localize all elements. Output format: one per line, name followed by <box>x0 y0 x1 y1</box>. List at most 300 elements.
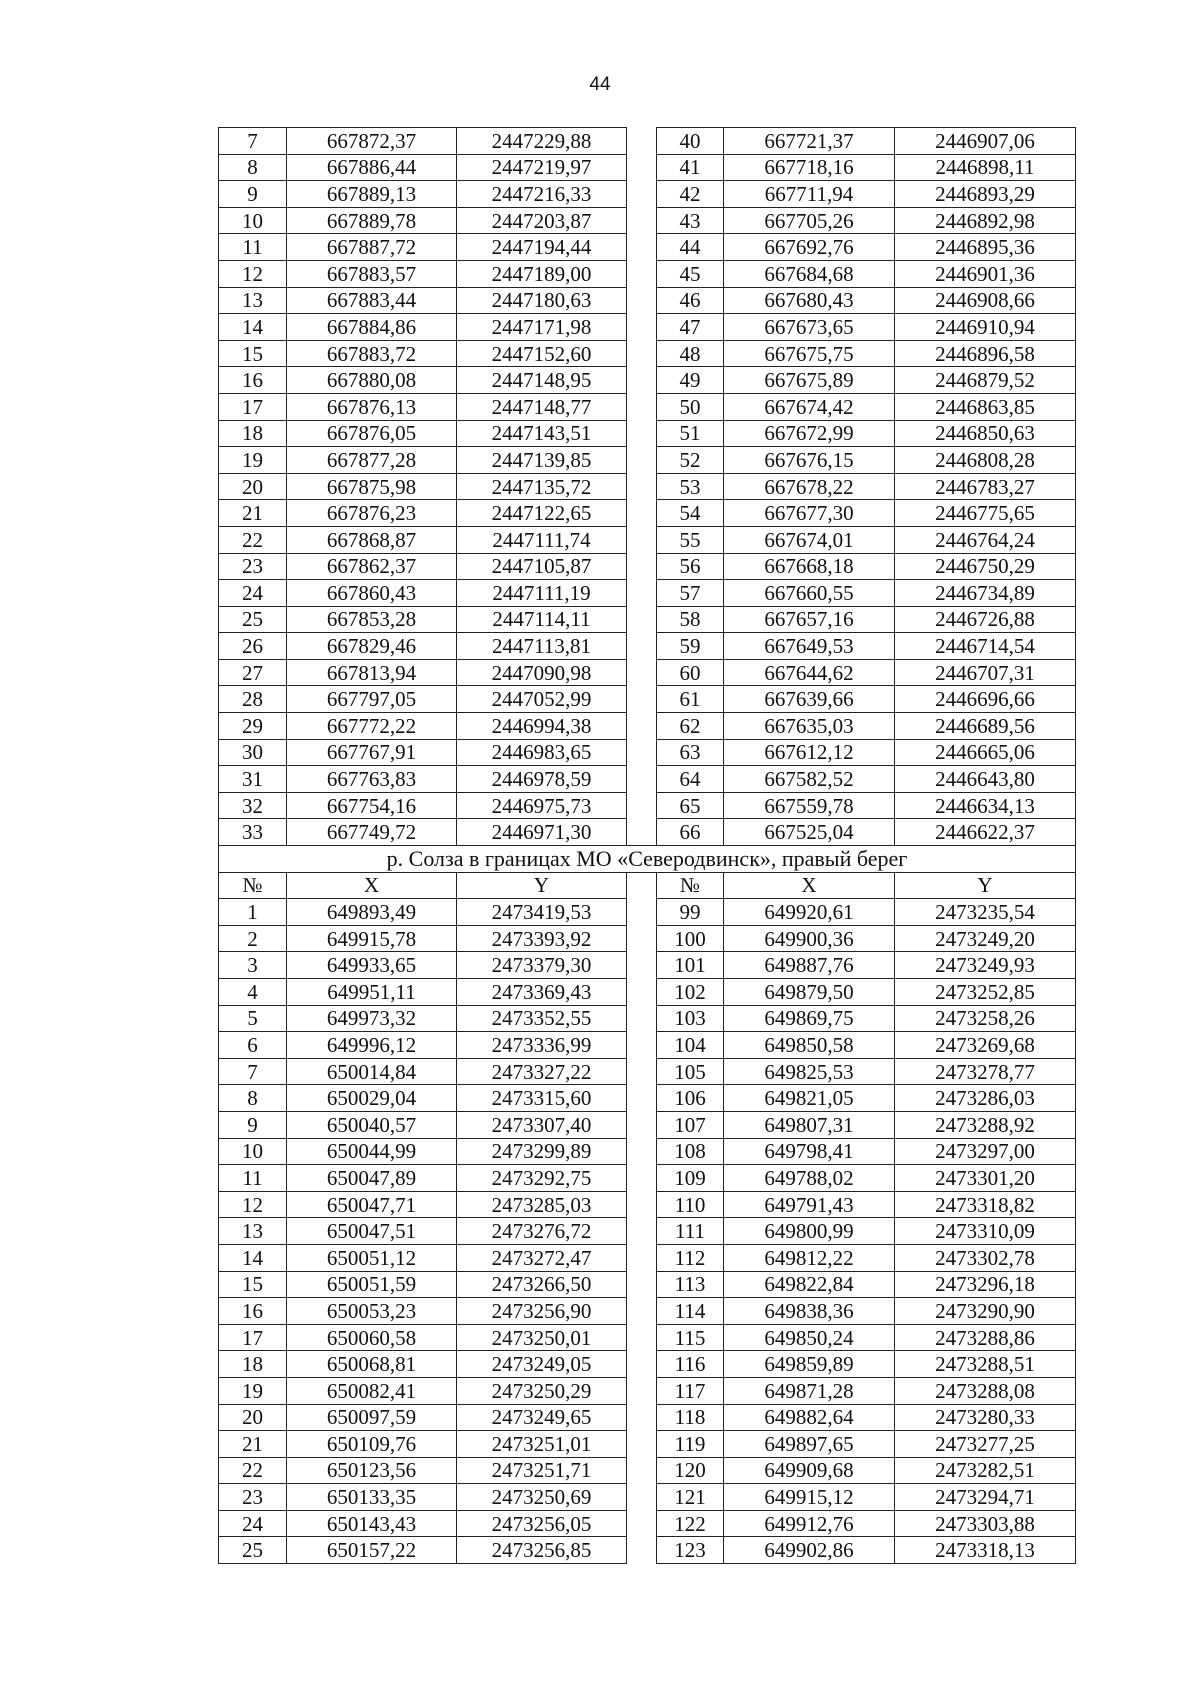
y-coordinate-left: 2447114,11 <box>457 606 627 633</box>
x-coordinate-right: 649800,99 <box>724 1218 895 1245</box>
table-row <box>219 1431 1076 1458</box>
x-coordinate-left: 667772,22 <box>287 713 457 740</box>
column-separator <box>627 633 657 660</box>
y-coordinate-right: 2473297,00 <box>895 1138 1076 1165</box>
point-number-right: 111 <box>657 1218 724 1245</box>
x-coordinate-left: 667877,28 <box>287 447 457 474</box>
column-separator <box>627 234 657 261</box>
table-row <box>219 659 1076 686</box>
x-coordinate-left: 650044,99 <box>287 1138 457 1165</box>
y-coordinate-left: 2473251,01 <box>457 1431 627 1458</box>
point-number-right: 50 <box>657 393 724 420</box>
point-number-right: 112 <box>657 1244 724 1271</box>
table-row <box>219 1271 1076 1298</box>
column-separator <box>627 979 657 1006</box>
x-coordinate-right: 649838,36 <box>724 1298 895 1325</box>
point-number-right: 43 <box>657 207 724 234</box>
point-number-left: 21 <box>219 1431 287 1458</box>
point-number-right: 42 <box>657 181 724 208</box>
y-coordinate-left: 2473251,71 <box>457 1457 627 1484</box>
section-title: р. Солза в границах МО «Северодвинск», правый берег <box>219 846 1076 873</box>
x-coordinate-left: 650133,35 <box>287 1484 457 1511</box>
table-row <box>219 1218 1076 1245</box>
y-coordinate-right: 2473288,86 <box>895 1324 1076 1351</box>
header-y-right: Y <box>895 872 1076 899</box>
y-coordinate-right: 2473258,26 <box>895 1005 1076 1032</box>
x-coordinate-right: 649825,53 <box>724 1058 895 1085</box>
table-row <box>219 234 1076 261</box>
y-coordinate-left: 2446983,65 <box>457 739 627 766</box>
point-number-right: 106 <box>657 1085 724 1112</box>
y-coordinate-left: 2473256,85 <box>457 1537 627 1564</box>
x-coordinate-right: 667525,04 <box>724 819 895 846</box>
y-coordinate-left: 2473256,90 <box>457 1298 627 1325</box>
y-coordinate-left: 2473307,40 <box>457 1111 627 1138</box>
point-number-left: 16 <box>219 367 287 394</box>
column-separator <box>627 1324 657 1351</box>
x-coordinate-left: 667880,08 <box>287 367 457 394</box>
x-coordinate-right: 667582,52 <box>724 766 895 793</box>
y-coordinate-left: 2447171,98 <box>457 314 627 341</box>
column-separator <box>627 686 657 713</box>
table-row <box>219 1537 1076 1564</box>
point-number-left: 11 <box>219 1165 287 1192</box>
table-row <box>219 447 1076 474</box>
header-num-right: № <box>657 872 724 899</box>
point-number-right: 65 <box>657 792 724 819</box>
y-coordinate-left: 2447090,98 <box>457 659 627 686</box>
point-number-left: 29 <box>219 713 287 740</box>
x-coordinate-right: 649788,02 <box>724 1165 895 1192</box>
point-number-right: 119 <box>657 1431 724 1458</box>
y-coordinate-left: 2447148,77 <box>457 393 627 420</box>
x-coordinate-right: 649798,41 <box>724 1138 895 1165</box>
point-number-right: 66 <box>657 819 724 846</box>
point-number-left: 9 <box>219 1111 287 1138</box>
y-coordinate-right: 2446622,37 <box>895 819 1076 846</box>
point-number-left: 16 <box>219 1298 287 1325</box>
point-number-left: 10 <box>219 207 287 234</box>
x-coordinate-right: 667675,89 <box>724 367 895 394</box>
point-number-left: 2 <box>219 925 287 952</box>
table-row <box>219 1377 1076 1404</box>
y-coordinate-right: 2473269,68 <box>895 1032 1076 1059</box>
table-row <box>219 686 1076 713</box>
header-row <box>219 872 1076 899</box>
point-number-right: 44 <box>657 234 724 261</box>
point-number-right: 102 <box>657 979 724 1006</box>
x-coordinate-right: 649822,84 <box>724 1271 895 1298</box>
y-coordinate-left: 2473266,50 <box>457 1271 627 1298</box>
x-coordinate-right: 667673,65 <box>724 314 895 341</box>
y-coordinate-left: 2447180,63 <box>457 287 627 314</box>
table-row <box>219 1191 1076 1218</box>
y-coordinate-left: 2473256,05 <box>457 1510 627 1537</box>
column-separator <box>627 154 657 181</box>
x-coordinate-left: 667763,83 <box>287 766 457 793</box>
y-coordinate-left: 2447122,65 <box>457 500 627 527</box>
column-separator <box>627 1244 657 1271</box>
table-row <box>219 207 1076 234</box>
column-separator <box>627 1377 657 1404</box>
x-coordinate-left: 667889,13 <box>287 181 457 208</box>
point-number-right: 120 <box>657 1457 724 1484</box>
point-number-right: 64 <box>657 766 724 793</box>
header-num-left: № <box>219 872 287 899</box>
y-coordinate-left: 2473250,29 <box>457 1377 627 1404</box>
x-coordinate-right: 667639,66 <box>724 686 895 713</box>
y-coordinate-right: 2446910,94 <box>895 314 1076 341</box>
x-coordinate-right: 649791,43 <box>724 1191 895 1218</box>
column-separator <box>627 1537 657 1564</box>
x-coordinate-left: 667883,72 <box>287 340 457 367</box>
y-coordinate-left: 2447111,74 <box>457 526 627 553</box>
x-coordinate-left: 650051,12 <box>287 1244 457 1271</box>
column-separator <box>627 1005 657 1032</box>
x-coordinate-left: 667797,05 <box>287 686 457 713</box>
x-coordinate-right: 667635,03 <box>724 713 895 740</box>
point-number-left: 26 <box>219 633 287 660</box>
x-coordinate-left: 667862,37 <box>287 553 457 580</box>
point-number-right: 101 <box>657 952 724 979</box>
x-coordinate-right: 649869,75 <box>724 1005 895 1032</box>
y-coordinate-right: 2446689,56 <box>895 713 1076 740</box>
table-row <box>219 633 1076 660</box>
y-coordinate-right: 2473288,92 <box>895 1111 1076 1138</box>
point-number-right: 60 <box>657 659 724 686</box>
x-coordinate-right: 649882,64 <box>724 1404 895 1431</box>
point-number-left: 31 <box>219 766 287 793</box>
x-coordinate-right: 649807,31 <box>724 1111 895 1138</box>
table-row <box>219 1244 1076 1271</box>
x-coordinate-right: 667705,26 <box>724 207 895 234</box>
point-number-right: 116 <box>657 1351 724 1378</box>
table-row <box>219 473 1076 500</box>
point-number-left: 1 <box>219 899 287 926</box>
point-number-left: 27 <box>219 659 287 686</box>
x-coordinate-left: 650097,59 <box>287 1404 457 1431</box>
y-coordinate-right: 2473278,77 <box>895 1058 1076 1085</box>
column-separator <box>627 1058 657 1085</box>
point-number-left: 22 <box>219 1457 287 1484</box>
column-separator <box>627 1111 657 1138</box>
column-separator <box>627 766 657 793</box>
coordinates-table <box>218 127 1076 1564</box>
x-coordinate-right: 649850,24 <box>724 1324 895 1351</box>
point-number-left: 22 <box>219 526 287 553</box>
y-coordinate-right: 2473249,93 <box>895 952 1076 979</box>
table-row <box>219 500 1076 527</box>
point-number-left: 14 <box>219 1244 287 1271</box>
point-number-left: 24 <box>219 1510 287 1537</box>
x-coordinate-right: 667711,94 <box>724 181 895 208</box>
table-row <box>219 420 1076 447</box>
point-number-right: 55 <box>657 526 724 553</box>
column-separator <box>627 473 657 500</box>
point-number-right: 118 <box>657 1404 724 1431</box>
y-coordinate-left: 2473249,65 <box>457 1404 627 1431</box>
column-separator <box>627 1404 657 1431</box>
table-row <box>219 181 1076 208</box>
x-coordinate-left: 650068,81 <box>287 1351 457 1378</box>
table-row <box>219 314 1076 341</box>
x-coordinate-left: 667876,23 <box>287 500 457 527</box>
column-separator <box>627 952 657 979</box>
table-row <box>219 792 1076 819</box>
y-coordinate-left: 2447203,87 <box>457 207 627 234</box>
point-number-right: 40 <box>657 128 724 155</box>
y-coordinate-right: 2446908,66 <box>895 287 1076 314</box>
x-coordinate-left: 650082,41 <box>287 1377 457 1404</box>
y-coordinate-right: 2446896,58 <box>895 340 1076 367</box>
x-coordinate-right: 649871,28 <box>724 1377 895 1404</box>
x-coordinate-right: 649887,76 <box>724 952 895 979</box>
y-coordinate-right: 2446707,31 <box>895 659 1076 686</box>
x-coordinate-left: 667884,86 <box>287 314 457 341</box>
y-coordinate-left: 2473379,30 <box>457 952 627 979</box>
table-row <box>219 580 1076 607</box>
x-coordinate-right: 667721,37 <box>724 128 895 155</box>
y-coordinate-left: 2446994,38 <box>457 713 627 740</box>
y-coordinate-right: 2473310,09 <box>895 1218 1076 1245</box>
y-coordinate-right: 2446808,28 <box>895 447 1076 474</box>
y-coordinate-left: 2447148,95 <box>457 367 627 394</box>
column-separator <box>627 1510 657 1537</box>
section-title-row <box>219 846 1076 873</box>
point-number-right: 113 <box>657 1271 724 1298</box>
x-coordinate-left: 649973,32 <box>287 1005 457 1032</box>
point-number-right: 59 <box>657 633 724 660</box>
x-coordinate-right: 667657,16 <box>724 606 895 633</box>
table-row <box>219 925 1076 952</box>
table-row <box>219 606 1076 633</box>
column-separator <box>627 606 657 633</box>
y-coordinate-right: 2446634,13 <box>895 792 1076 819</box>
y-coordinate-right: 2473235,54 <box>895 899 1076 926</box>
point-number-right: 49 <box>657 367 724 394</box>
table-row <box>219 739 1076 766</box>
x-coordinate-right: 667674,01 <box>724 526 895 553</box>
x-coordinate-right: 667678,22 <box>724 473 895 500</box>
x-coordinate-left: 649933,65 <box>287 952 457 979</box>
header-y-left: Y <box>457 872 627 899</box>
column-separator <box>627 580 657 607</box>
point-number-left: 15 <box>219 340 287 367</box>
column-separator <box>627 207 657 234</box>
section-title-body <box>219 846 1076 899</box>
table-row <box>219 393 1076 420</box>
point-number-right: 54 <box>657 500 724 527</box>
y-coordinate-left: 2473336,99 <box>457 1032 627 1059</box>
y-coordinate-right: 2446863,85 <box>895 393 1076 420</box>
table-row <box>219 1032 1076 1059</box>
x-coordinate-right: 667612,12 <box>724 739 895 766</box>
point-number-left: 18 <box>219 420 287 447</box>
x-coordinate-left: 667887,72 <box>287 234 457 261</box>
x-coordinate-left: 650143,43 <box>287 1510 457 1537</box>
table-row <box>219 553 1076 580</box>
y-coordinate-left: 2447194,44 <box>457 234 627 261</box>
table-row <box>219 1111 1076 1138</box>
column-separator <box>627 792 657 819</box>
x-coordinate-left: 650157,22 <box>287 1537 457 1564</box>
column-separator <box>627 1085 657 1112</box>
point-number-right: 115 <box>657 1324 724 1351</box>
point-number-right: 41 <box>657 154 724 181</box>
point-number-left: 25 <box>219 606 287 633</box>
column-separator <box>627 1431 657 1458</box>
x-coordinate-left: 650047,71 <box>287 1191 457 1218</box>
x-coordinate-right: 667674,42 <box>724 393 895 420</box>
table-row <box>219 287 1076 314</box>
y-coordinate-right: 2473288,51 <box>895 1351 1076 1378</box>
point-number-left: 14 <box>219 314 287 341</box>
x-coordinate-left: 667876,13 <box>287 393 457 420</box>
point-number-left: 33 <box>219 819 287 846</box>
point-number-right: 56 <box>657 553 724 580</box>
x-coordinate-left: 649996,12 <box>287 1032 457 1059</box>
y-coordinate-left: 2447219,97 <box>457 154 627 181</box>
x-coordinate-right: 667649,53 <box>724 633 895 660</box>
x-coordinate-right: 649915,12 <box>724 1484 895 1511</box>
y-coordinate-left: 2446971,30 <box>457 819 627 846</box>
column-separator <box>627 1165 657 1192</box>
x-coordinate-left: 650053,23 <box>287 1298 457 1325</box>
y-coordinate-left: 2447111,19 <box>457 580 627 607</box>
y-coordinate-left: 2473292,75 <box>457 1165 627 1192</box>
y-coordinate-right: 2473252,85 <box>895 979 1076 1006</box>
y-coordinate-right: 2473318,82 <box>895 1191 1076 1218</box>
table-row <box>219 1404 1076 1431</box>
point-number-left: 19 <box>219 1377 287 1404</box>
y-coordinate-right: 2473249,20 <box>895 925 1076 952</box>
y-coordinate-left: 2473249,05 <box>457 1351 627 1378</box>
column-separator <box>627 314 657 341</box>
y-coordinate-right: 2446895,36 <box>895 234 1076 261</box>
column-separator <box>627 659 657 686</box>
table-row <box>219 1351 1076 1378</box>
column-separator <box>627 287 657 314</box>
column-separator <box>627 925 657 952</box>
y-coordinate-left: 2473299,89 <box>457 1138 627 1165</box>
y-coordinate-right: 2473294,71 <box>895 1484 1076 1511</box>
x-coordinate-left: 650047,51 <box>287 1218 457 1245</box>
column-separator <box>627 447 657 474</box>
y-coordinate-left: 2447135,72 <box>457 473 627 500</box>
point-number-left: 20 <box>219 1404 287 1431</box>
table-row <box>219 899 1076 926</box>
x-coordinate-left: 650109,76 <box>287 1431 457 1458</box>
x-coordinate-right: 649912,76 <box>724 1510 895 1537</box>
point-number-right: 103 <box>657 1005 724 1032</box>
table-row <box>219 260 1076 287</box>
header-x-right: X <box>724 872 895 899</box>
point-number-left: 19 <box>219 447 287 474</box>
point-number-left: 17 <box>219 1324 287 1351</box>
table-row <box>219 526 1076 553</box>
y-coordinate-right: 2446898,11 <box>895 154 1076 181</box>
point-number-right: 45 <box>657 260 724 287</box>
x-coordinate-left: 650029,04 <box>287 1085 457 1112</box>
y-coordinate-left: 2473393,92 <box>457 925 627 952</box>
point-number-left: 4 <box>219 979 287 1006</box>
column-separator <box>627 1298 657 1325</box>
table-row <box>219 1510 1076 1537</box>
x-coordinate-left: 667767,91 <box>287 739 457 766</box>
point-number-left: 30 <box>219 739 287 766</box>
point-number-right: 110 <box>657 1191 724 1218</box>
column-separator <box>627 1032 657 1059</box>
point-number-right: 104 <box>657 1032 724 1059</box>
column-separator <box>627 1218 657 1245</box>
column-separator <box>627 739 657 766</box>
column-separator <box>627 713 657 740</box>
x-coordinate-right: 667660,55 <box>724 580 895 607</box>
point-number-left: 13 <box>219 1218 287 1245</box>
point-number-right: 51 <box>657 420 724 447</box>
table-row <box>219 1138 1076 1165</box>
y-coordinate-left: 2446975,73 <box>457 792 627 819</box>
column-separator <box>627 420 657 447</box>
x-coordinate-right: 667680,43 <box>724 287 895 314</box>
x-coordinate-left: 650060,58 <box>287 1324 457 1351</box>
point-number-left: 32 <box>219 792 287 819</box>
point-number-right: 46 <box>657 287 724 314</box>
point-number-left: 7 <box>219 1058 287 1085</box>
y-coordinate-right: 2473290,90 <box>895 1298 1076 1325</box>
table-row <box>219 128 1076 155</box>
x-coordinate-right: 667676,15 <box>724 447 895 474</box>
y-coordinate-right: 2473286,03 <box>895 1085 1076 1112</box>
x-coordinate-left: 667829,46 <box>287 633 457 660</box>
x-coordinate-right: 649879,50 <box>724 979 895 1006</box>
table-row <box>219 819 1076 846</box>
y-coordinate-left: 2473327,22 <box>457 1058 627 1085</box>
x-coordinate-right: 649821,05 <box>724 1085 895 1112</box>
point-number-right: 105 <box>657 1058 724 1085</box>
point-number-left: 10 <box>219 1138 287 1165</box>
x-coordinate-right: 649900,36 <box>724 925 895 952</box>
y-coordinate-left: 2447143,51 <box>457 420 627 447</box>
point-number-right: 58 <box>657 606 724 633</box>
point-number-right: 53 <box>657 473 724 500</box>
column-separator <box>627 393 657 420</box>
table-row <box>219 1085 1076 1112</box>
y-coordinate-right: 2473277,25 <box>895 1431 1076 1458</box>
y-coordinate-right: 2446734,89 <box>895 580 1076 607</box>
table-row <box>219 766 1076 793</box>
x-coordinate-left: 650014,84 <box>287 1058 457 1085</box>
y-coordinate-right: 2473301,20 <box>895 1165 1076 1192</box>
column-separator <box>627 500 657 527</box>
x-coordinate-left: 650047,89 <box>287 1165 457 1192</box>
point-number-right: 123 <box>657 1537 724 1564</box>
point-number-right: 61 <box>657 686 724 713</box>
y-coordinate-left: 2473315,60 <box>457 1085 627 1112</box>
point-number-right: 100 <box>657 925 724 952</box>
y-coordinate-right: 2446893,29 <box>895 181 1076 208</box>
y-coordinate-left: 2447113,81 <box>457 633 627 660</box>
y-coordinate-right: 2446764,24 <box>895 526 1076 553</box>
x-coordinate-right: 667672,99 <box>724 420 895 447</box>
table-row <box>219 1298 1076 1325</box>
y-coordinate-left: 2473419,53 <box>457 899 627 926</box>
column-separator <box>627 367 657 394</box>
y-coordinate-right: 2446750,29 <box>895 553 1076 580</box>
y-coordinate-right: 2446901,36 <box>895 260 1076 287</box>
point-number-right: 62 <box>657 713 724 740</box>
point-number-left: 28 <box>219 686 287 713</box>
